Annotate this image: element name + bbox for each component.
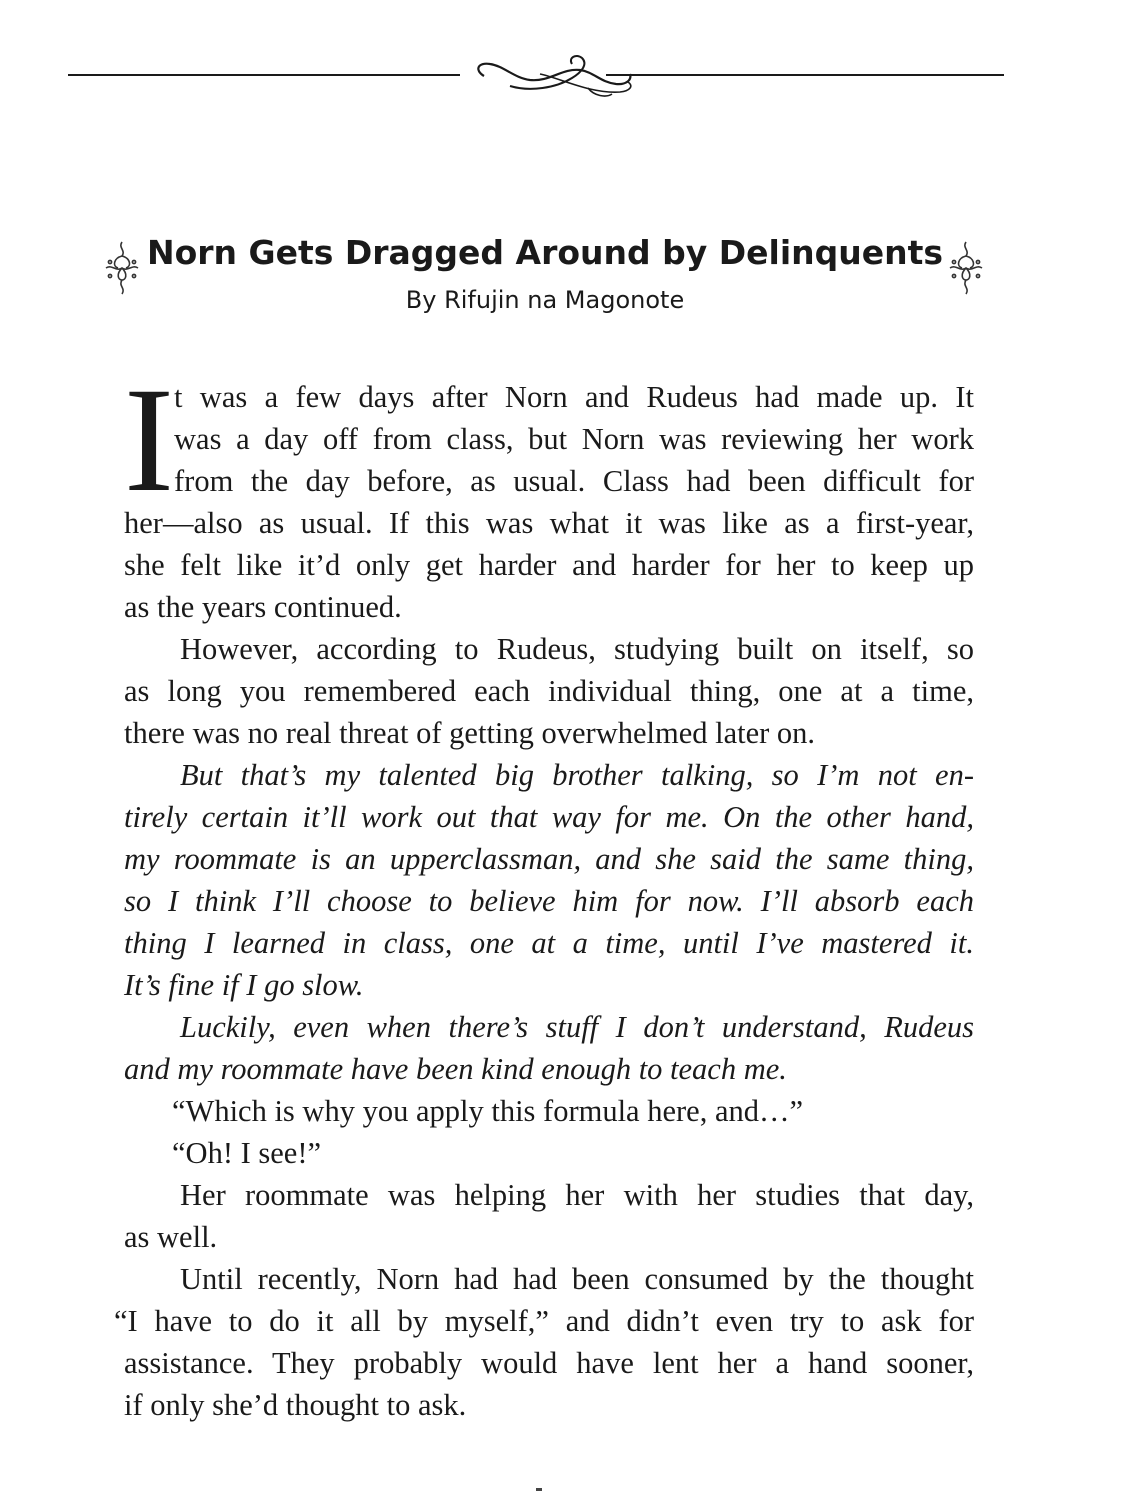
text-line: However, according to Rudeus, studying built on itself, so [180, 632, 974, 666]
drop-cap: I [124, 357, 174, 523]
text-line: as long you remembered each individual thing, one at a time, [124, 674, 974, 708]
text-line: Until recently, Norn had had been consumed by the thought [180, 1262, 974, 1296]
body-text [114, 357, 974, 1426]
text-line: thing I learned in class, one at a time, until I’ve mastered it. [124, 926, 974, 960]
text-line: my roommate is an upperclassman, and she said the same thing, [124, 842, 974, 876]
header-rule-left [68, 74, 460, 76]
header-rule-right [606, 74, 1004, 76]
text-line: t was a few days after Norn and Rudeus had made up. It [174, 380, 974, 414]
text-line: was a day off from class, but Norn was reviewing her work [174, 422, 974, 456]
text-line: tirely certain it’ll work out that way for me. On the other hand, [124, 800, 974, 834]
page-number-mark [536, 1488, 542, 1491]
text-line: “Oh! I see!” [172, 1136, 322, 1170]
text-line: and my roommate have been kind enough to teach me. [124, 1052, 787, 1086]
text-line: so I think I’ll choose to believe him for now. I’ll absorb each [124, 884, 974, 918]
text-line: “I have to do it all by myself,” and didn’t even try to ask for [114, 1304, 974, 1338]
text-line: as the years continued. [124, 590, 402, 624]
text-line: Luckily, even when there’s stuff I don’t understand, Rudeus [180, 1010, 974, 1044]
text-line: It’s fine if I go slow. [124, 968, 364, 1002]
flourish-divider-icon [470, 48, 640, 108]
chapter-title: Norn Gets Dragged Around by Delinquents [146, 233, 944, 272]
text-line: Her roommate was helping her with her studies that day, [180, 1178, 974, 1212]
text-line: “Which is why you apply this formula here, and…” [172, 1094, 804, 1128]
text-line: But that’s my talented big brother talking, so I’m not en- [180, 758, 974, 792]
text-line: assistance. They probably would have lent her a hand sooner, [124, 1346, 974, 1380]
chapter-author: By Rifujin na Magonote [405, 286, 685, 314]
text-line: there was no real threat of getting overwhelmed later on. [124, 716, 816, 750]
text-line: she felt like it’d only get harder and harder for her to keep up [124, 548, 974, 582]
text-line: from the day before, as usual. Class had been difficult for [174, 464, 974, 498]
text-line: her—also as usual. If this was what it was like as a first-year, [124, 506, 974, 540]
text-line: as well. [124, 1220, 218, 1254]
text-line: if only she’d thought to ask. [124, 1388, 467, 1422]
